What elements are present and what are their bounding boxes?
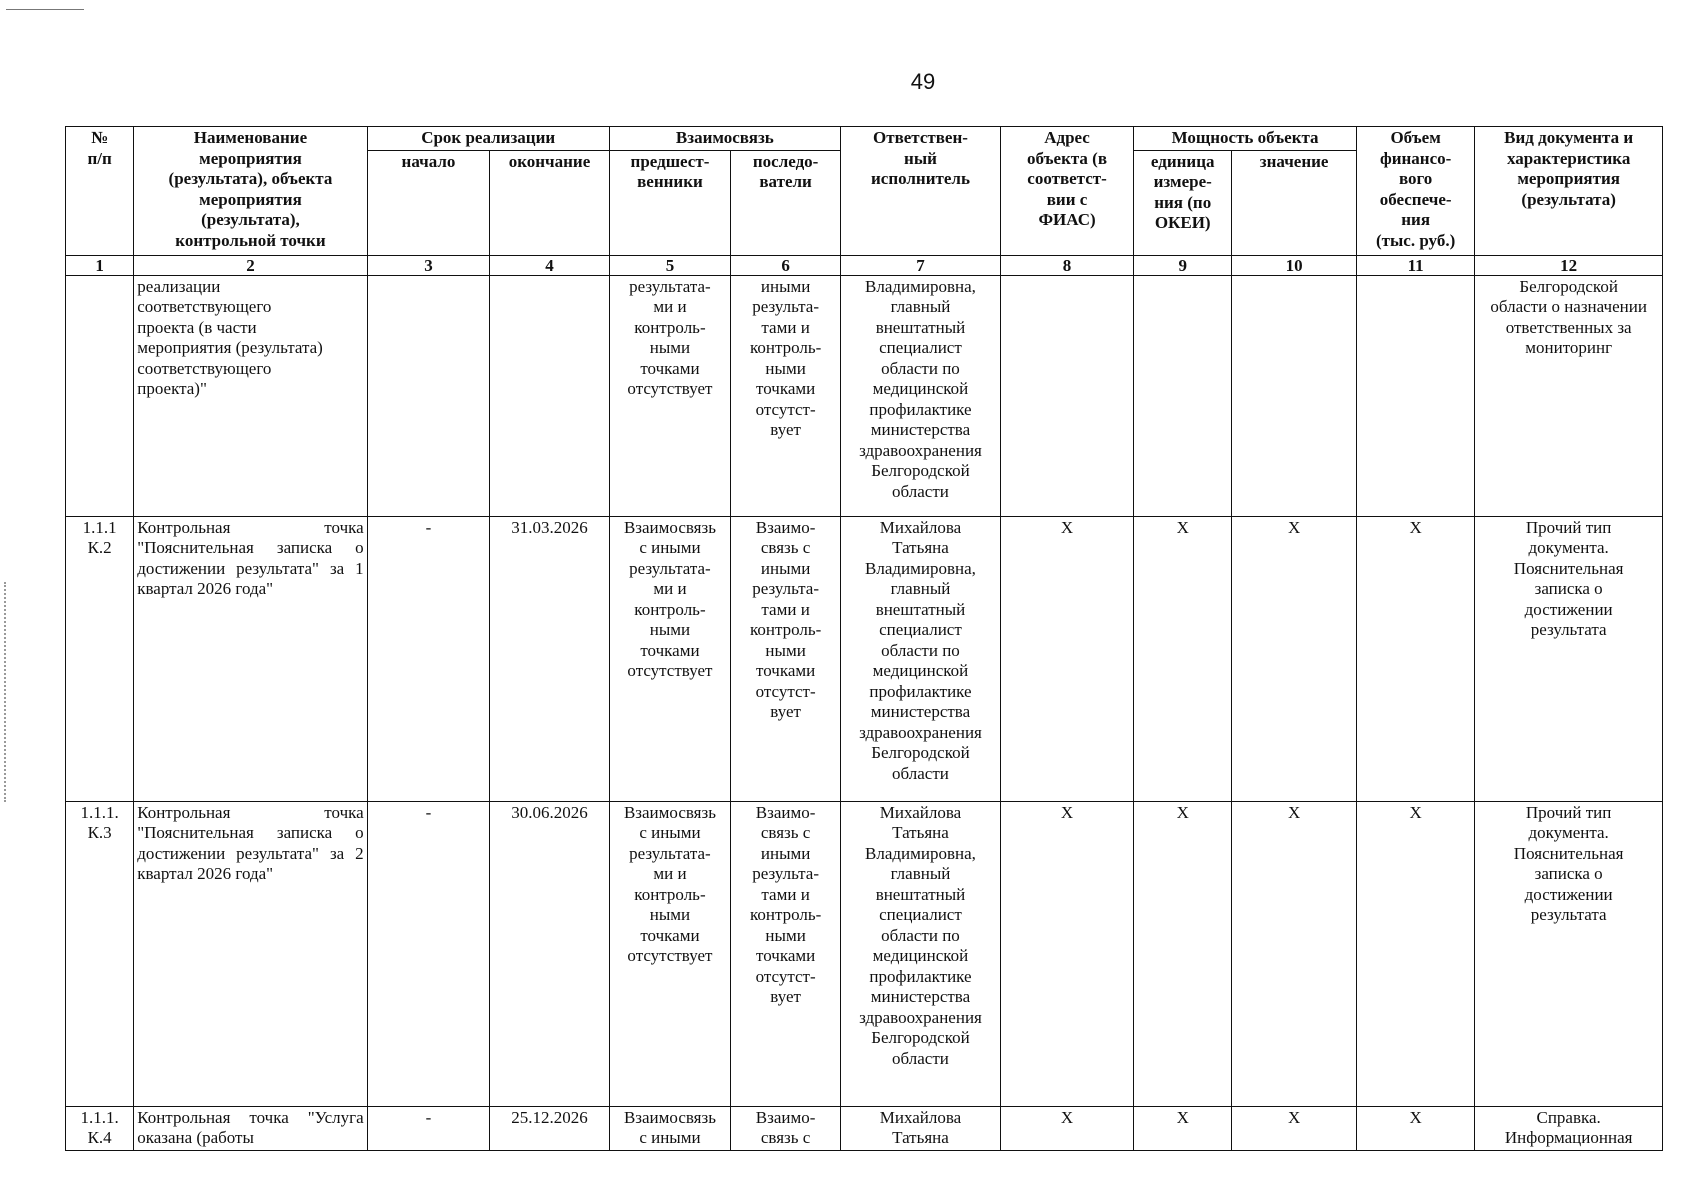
column-number: 2	[134, 255, 367, 275]
cell-doc: Прочий тип документа. Пояснительная записка о достижении результата	[1475, 516, 1663, 801]
cell-address: Х	[1000, 1106, 1133, 1150]
cell-value: Х	[1232, 1106, 1357, 1150]
column-number: 8	[1000, 255, 1133, 275]
table-body	[66, 275, 1663, 1150]
column-number: 6	[731, 255, 841, 275]
header-term-group: Срок реализации	[367, 127, 609, 151]
column-number: 1	[66, 255, 134, 275]
cell-address: Х	[1000, 516, 1133, 801]
cell-predecessors: Взаимосвязь с иными результата- ми и контроль- ными точками отсутствует	[609, 516, 731, 801]
page-number: 49	[910, 69, 936, 94]
cell-responsible: Михайлова Татьяна Владимировна, главный внештатный специалист области по медицинской профилактике министерства здравоохранения Белгородской области	[841, 516, 1001, 801]
header-volume: Объем финансо- вого обеспече- ния (тыс. руб.)	[1356, 127, 1474, 256]
header-responsible: Ответствен- ный исполнитель	[841, 127, 1001, 256]
cell-successors: Взаимо- связь с иными результа- тами и контроль- ными точками отсутст- вует	[731, 516, 841, 801]
cell-successors: иными результа- тами и контроль- ными точками отсутст- вует	[731, 275, 841, 516]
header-unit: единица измере- ния (по ОКЕИ)	[1134, 150, 1232, 255]
cell-value: Х	[1232, 801, 1357, 1106]
cell-start: -	[367, 1106, 490, 1150]
header-value: значение	[1232, 150, 1357, 255]
cell-end: 30.06.2026	[490, 801, 609, 1106]
cell-end: 31.03.2026	[490, 516, 609, 801]
cell-volume: Х	[1356, 516, 1474, 801]
table-row	[66, 1106, 1663, 1150]
table-row	[66, 801, 1663, 1106]
cell-successors: Взаимо- связь с	[731, 1106, 841, 1150]
column-number: 5	[609, 255, 731, 275]
cell-predecessors: Взаимосвязь с иными результата- ми и контроль- ными точками отсутствует	[609, 801, 731, 1106]
column-numbers-row	[66, 255, 1663, 275]
table-row	[66, 516, 1663, 801]
margin-marks	[4, 582, 8, 802]
cell-predecessors: Взаимосвязь с иными	[609, 1106, 731, 1150]
cell-start: -	[367, 516, 490, 801]
cell-address	[1000, 275, 1133, 516]
column-number: 4	[490, 255, 609, 275]
cell-responsible: Михайлова Татьяна	[841, 1106, 1001, 1150]
cell-end: 25.12.2026	[490, 1106, 609, 1150]
column-number: 12	[1475, 255, 1663, 275]
cell-doc: Белгородской области о назначении ответственных за мониторинг	[1475, 275, 1663, 516]
header-capacity-group: Мощность объекта	[1134, 127, 1357, 151]
table-header	[66, 127, 1663, 276]
header-name: Наименование мероприятия (результата), объекта мероприятия (результата), контрольной точки	[134, 127, 367, 256]
cell-volume: Х	[1356, 1106, 1474, 1150]
header-address: Адрес объекта (в соответст- вии с ФИАС)	[1000, 127, 1133, 256]
top-rule	[6, 9, 84, 10]
column-number: 7	[841, 255, 1001, 275]
column-number: 9	[1134, 255, 1232, 275]
header-doc: Вид документа и характеристика мероприятия (результата)	[1475, 127, 1663, 256]
cell-end	[490, 275, 609, 516]
cell-volume: Х	[1356, 801, 1474, 1106]
cell-doc: Справка. Информационная	[1475, 1106, 1663, 1150]
cell-unit: Х	[1134, 801, 1232, 1106]
cell-unit: Х	[1134, 516, 1232, 801]
cell-predecessors: результата- ми и контроль- ными точками отсутствует	[609, 275, 731, 516]
activities-table	[65, 126, 1663, 1151]
cell-num: 1.1.1. К.3	[66, 801, 134, 1106]
cell-num: 1.1.1. К.4	[66, 1106, 134, 1150]
cell-name: Контрольная точка "Услуга оказана (работы	[134, 1106, 367, 1150]
cell-successors: Взаимо- связь с иными результа- тами и контроль- ными точками отсутст- вует	[731, 801, 841, 1106]
cell-name: Контрольная точка "Пояснительная записка о достижении результата" за 2 квартал 2026 года"	[134, 801, 367, 1106]
cell-name: Контрольная точка "Пояснительная записка о достижении результата" за 1 квартал 2026 года"	[134, 516, 367, 801]
cell-address: Х	[1000, 801, 1133, 1106]
header-end: окончание	[490, 150, 609, 255]
cell-responsible: Михайлова Татьяна Владимировна, главный внештатный специалист области по медицинской профилактике министерства здравоохранения Белгородской области	[841, 801, 1001, 1106]
header-num: № п/п	[66, 127, 134, 256]
cell-volume	[1356, 275, 1474, 516]
header-successors: последо- ватели	[731, 150, 841, 255]
cell-num: 1.1.1 К.2	[66, 516, 134, 801]
column-number: 11	[1356, 255, 1474, 275]
cell-doc: Прочий тип документа. Пояснительная записка о достижении результата	[1475, 801, 1663, 1106]
cell-responsible: Владимировна, главный внештатный специалист области по медицинской профилактике министерства здравоохранения Белгородской области	[841, 275, 1001, 516]
cell-name: реализации соответствующего проекта (в части мероприятия (результата) соответствующего проекта)"	[134, 275, 367, 516]
cell-value	[1232, 275, 1357, 516]
header-link-group: Взаимосвязь	[609, 127, 840, 151]
cell-unit	[1134, 275, 1232, 516]
cell-start	[367, 275, 490, 516]
cell-unit: Х	[1134, 1106, 1232, 1150]
column-number: 10	[1232, 255, 1357, 275]
header-predecessors: предшест- венники	[609, 150, 731, 255]
column-number: 3	[367, 255, 490, 275]
cell-num	[66, 275, 134, 516]
cell-start: -	[367, 801, 490, 1106]
cell-value: Х	[1232, 516, 1357, 801]
table-row	[66, 275, 1663, 516]
header-start: начало	[367, 150, 490, 255]
